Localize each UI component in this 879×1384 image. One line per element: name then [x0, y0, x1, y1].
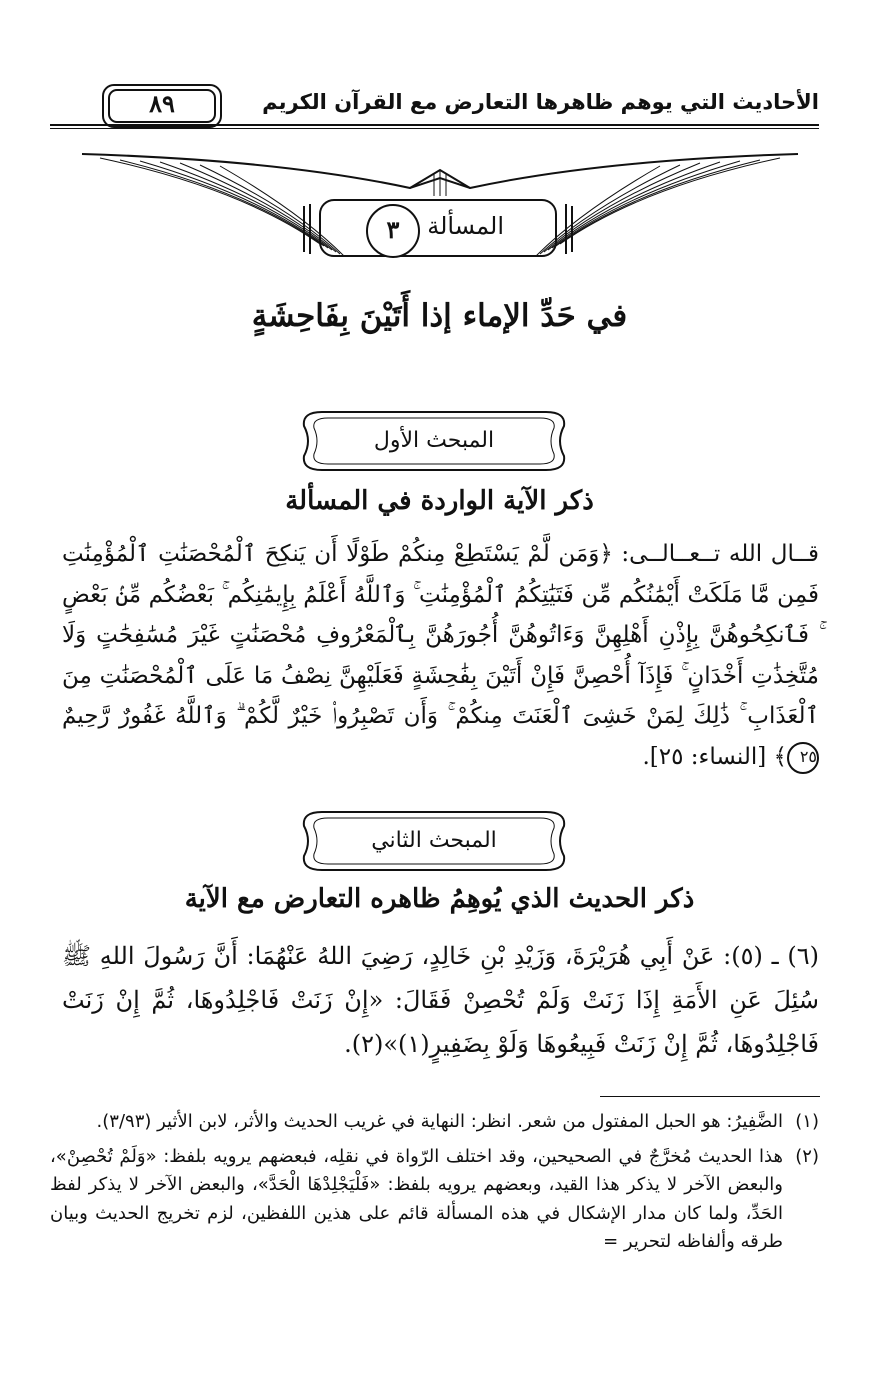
section2-heading: ذكر الحديث الذي يُوهِمُ ظاهره التعارض مع الآية	[184, 884, 695, 914]
ayah-text: قــال الله تــعــالــى: ﴿وَمَن لَّمْ يَسْتَطِعْ مِنكُمْ طَوْلًا أَن يَنكِحَ ٱلْمُحْصَنَٰتِ ٱلْمُؤْمِنَٰتِ فَمِن مَّا مَلَكَتْ أَيْمَٰنُكُم مِّن فَتَيَٰتِكُمُ ٱلْمُؤْمِنَٰتِ ۚ وَٱللَّهُ أَعْلَمُ بِإِيمَٰنِكُم ۚ بَعْضُكُم مِّنۢ بَعْضٍ ۚ فَٱنكِحُوهُنَّ بِإِذْنِ أَهْلِهِنَّ وَءَاتُوهُنَّ أُجُورَهُنَّ بِٱلْمَعْرُوفِ مُحْصَنَٰتٍ غَيْرَ مُسَٰفِحَٰتٍ وَلَا مُتَّخِذَٰتِ أَخْدَانٍ ۚ فَإِذَآ أُحْصِنَّ فَإِنْ أَتَيْنَ بِفَٰحِشَةٍ فَعَلَيْهِنَّ نِصْفُ مَا عَلَى ٱلْمُحْصَنَٰتِ مِنَ ٱلْعَذَابِ ۚ ذَٰلِكَ لِمَنْ خَشِىَ ٱلْعَنَتَ مِنكُمْ ۚ وَأَن تَصْبِرُوا۟ خَيْرٌ لَّكُمْ ۗ وَٱللَّهُ غَفُورٌ رَّحِيمٌ	[62, 541, 819, 729]
footnote-text: هذا الحديث مُخرَّجٌ في الصحيحين، وقد اختلف الرّواة في نقلِه، فبعضهم يرويه بلفظ: «وَلَمْ تُحْصِنْ»، والبعض الآخر لا يذكر هذا القيد، وبعضهم يرويه بلفظ: «فَلْيَجْلِدْهَا الْحَدَّ»، والبعض الآخر لا يذكر لفظ الحَدِّ، ولما كان مدار الإشكال في هذه المسألة قائم على هذين اللفظين، لزم تخريج الحديث وبيان طرقه وألفاظه لتحرير =	[50, 1145, 783, 1252]
section1-label-box	[298, 408, 570, 474]
footnote-rule	[600, 1096, 820, 1097]
hadith-paragraph	[62, 934, 819, 1066]
page-number	[102, 84, 222, 128]
masala-number: ٣	[366, 204, 420, 258]
footnote-text: الضَّفِيرُ: هو الحبل المفتول من شعر. انظر: النهاية في غريب الحديث والأثر، لابن الأثير (٣/٩٣).	[96, 1111, 783, 1132]
section2-label: المبحث الثاني	[371, 828, 497, 853]
ayah-number-mark: ٢٥	[787, 742, 819, 774]
masala-heading	[322, 198, 554, 260]
footnote-2	[50, 1143, 819, 1257]
section1-label: المبحث الأول	[373, 428, 495, 453]
header-rule-thin	[50, 128, 819, 129]
running-header	[50, 88, 819, 128]
footnote-1	[50, 1108, 819, 1137]
main-title: في حَدِّ الإماء إذا أَتَيْنَ بِفَاحِشَةٍ	[251, 298, 628, 334]
footnote-number: (١)	[795, 1111, 819, 1132]
ayah-citation: ﴾ [النساء: ٢٥].	[642, 743, 787, 770]
footnotes	[50, 1108, 819, 1263]
footnote-number: (٢)	[795, 1145, 819, 1167]
section1-heading: ذكر الآية الواردة في المسألة	[285, 486, 594, 516]
page-number-text: ٨٩	[149, 89, 175, 118]
hadith-text: (٦) ـ (٥): عَنْ أَبِي هُرَيْرَةَ، وَزَيْدِ بْنِ خَالِدٍ، رَضِيَ اللهُ عَنْهُمَا: أَنَّ رَسُولَ اللهِ ﷺ سُئِلَ عَنِ الأَمَةِ إِذَا زَنَتْ وَلَمْ تُحْصِنْ فَقَالَ: «إِنْ زَنَتْ فَاجْلِدُوهَا، ثُمَّ إِنْ زَنَتْ فَاجْلِدُوهَا، ثُمَّ إِنْ زَنَتْ فَبِيعُوهَا وَلَوْ بِضَفِيرٍ(١)»(٢).	[62, 942, 819, 1058]
section2-label-box	[298, 808, 570, 874]
running-title: الأحاديث التي يوهم ظاهرها التعارض مع القرآن الكريم	[262, 90, 819, 114]
section1-paragraph	[62, 534, 819, 777]
masala-label: المسألة	[427, 212, 504, 240]
